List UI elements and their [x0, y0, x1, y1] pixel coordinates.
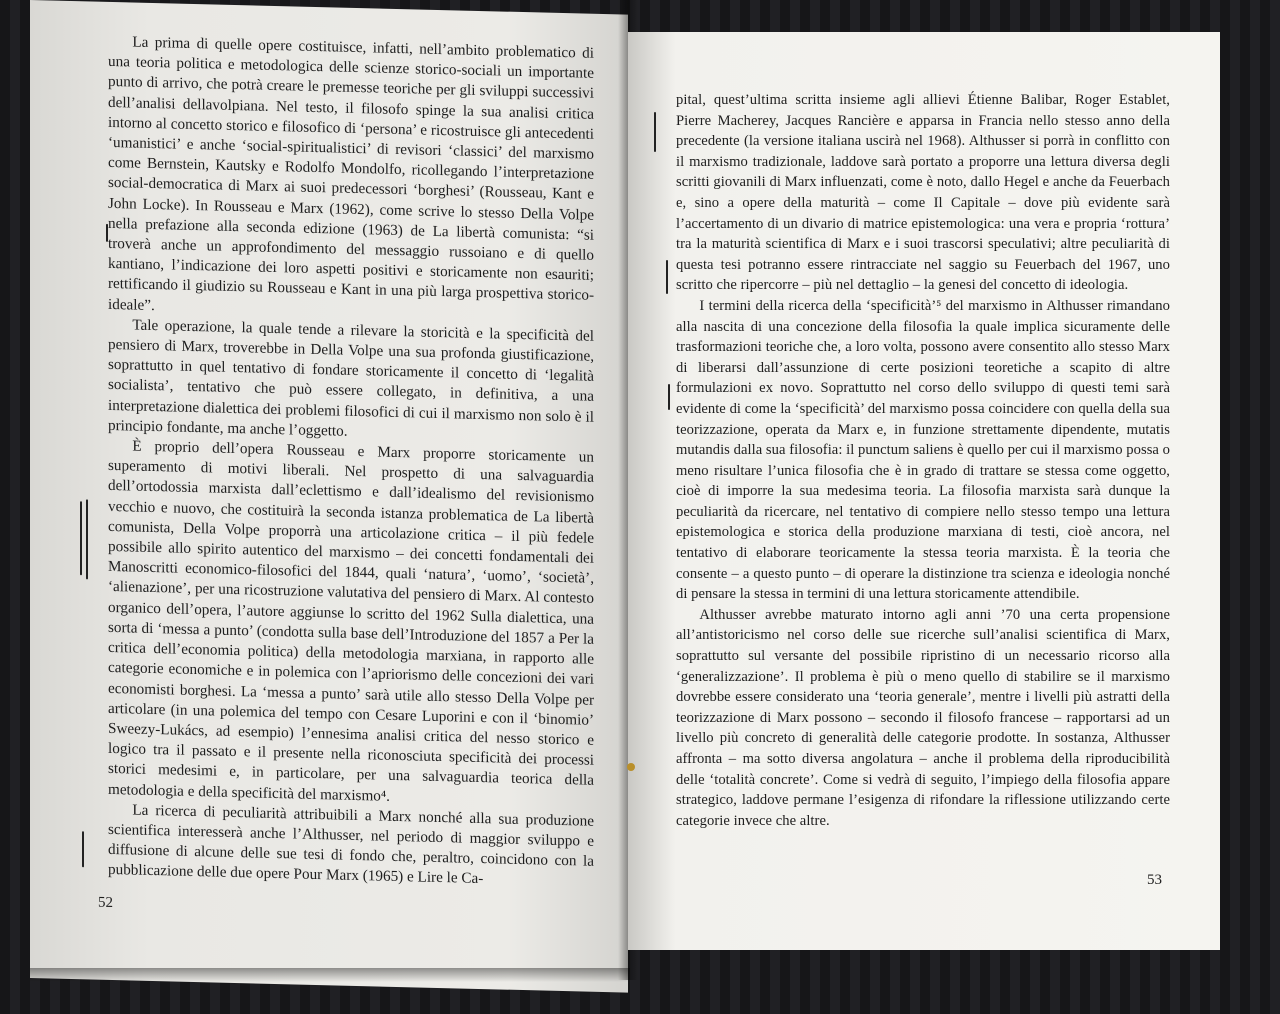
- margin-pencil-mark: [82, 831, 84, 867]
- paragraph: pital, quest’ultima scritta insieme agli allievi Étienne Balibar, Roger Establet, Pierre Macherey, Jacques Rancière e apparsa in Francia nello stesso anno della precedente (la versione italiana uscirà nel 1968). Althusser si porrà in conflitto con il marxismo tradizionale, laddove sarà portato a proporre una lettura diversa degli scritti giovanili di Marx influenzati, come è noto, dallo Hegel e anche da Feuerbach e, sino a opere della maturità – come Il Capitale – dove più evidente sarà l’accertamento di un divario di matrice epistemologica: una vera e propria ‘rottura’ tra la maturità scientifica di Marx e i suoi trascorsi speculativi; altre peculiarità di questa tesi potranno essere rintracciate nel saggio su Feuerbach del 1967, uno scritto che ripercorre – più nel dettaglio – la genesi del concetto di ideologia.: [676, 92, 1170, 294]
- margin-pencil-mark: [654, 112, 656, 152]
- page-number: 52: [98, 894, 113, 912]
- paragraph: La ricerca di peculiarità attribuibili a Marx nonché alla sua produzione scientifica interesserà anche l’Althusser, nel periodo di maggior sviluppo e diffusione di alcune delle sue tesi di fondo che, peraltro, coincidono con la pubblicazione delle due opere Pour Marx (1965) e Lire le Ca-: [108, 801, 594, 888]
- margin-pencil-mark: [668, 384, 670, 410]
- right-page: [628, 32, 1220, 950]
- left-page-text: [108, 32, 594, 892]
- paragraph: È proprio dell’opera Rousseau e Marx proporre storicamente un superamento di motivi liberali. Nel prospetto di una salvaguardia dell’ortodossia marxista dall’eclettismo e dall’idealismo del revisionismo vecchio e nuovo, che costituirà la seconda istanza problematica de La libertà comunista, Della Volpe proporrà una articolazione critica – il più fedele possibile allo spirito autentico del marxismo – dei concetti fondamentali dei Manoscritti economico-filosofici del 1844, quali ‘natura’, ‘uomo’, ‘società’, ‘alienazione’, per una ricostruzione valutativa del pensiero di Marx. Al contesto organico dell’opera, l’autore aggiunse lo scritto del 1962 Sulla dialettica, una sorta di ‘messa a punto’ (condotta sulla base dell’Introduzione del 1857 a Per la critica dell’economia politica) della metodologia marxiana, in rapporto alle categorie economiche e in polemica con l’apriorismo delle concezioni dei vari economisti borghesi. La ‘messa a punto’ sarà utile allo stesso Della Volpe per articolare (in una polemica del tempo con Cesare Luporini e con il ‘binomio’ Sweezy-Lukács, ad esempio) l’ennesima analisi critica del nesso storico e logico tra il passato e il presente nella riconosciuta specificità dei processi storici medesimi e, in particolare, per una salvaguardia teorica della metodologia e della specificità del marxismo⁴.: [108, 437, 594, 805]
- margin-pencil-mark: [80, 501, 82, 575]
- paragraph: La prima di quelle opere costituisce, infatti, nell’ambito problematico di una teoria politica e metodologica delle scienze storico-sociali un importante punto di arrivo, che potrà creare le premesse teoriche per gli sviluppi successivi dell’analisi dellavolpiana. Nel testo, il filosofo spinge la sua analisi critica intorno al concetto storico e filosofico di ‘persona’ e ricostruisce gli antecedenti ‘umanistici’ e anche ‘social-spiritualistici’ di revisori ‘classici’ del marxismo come Bernstein, Kautsky e Rodolfo Mondolfo, ricollegando l’interpretazione social-democratica di Marx ai suoi predecessori ‘borghesi’ (Rousseau, Kant e John Locke). In Rousseau e Marx (1962), come scrive lo stesso Della Volpe nella prefazione alla seconda edizione (1963) de La libertà comunista: “si troverà anche un approfondimento del messaggio russoiano e di quello kantiano, l’indicazione dei loro aspetti positivi e storicamente non esauriti; rettificando il giudizio su Rousseau e Kant in una più larga prospettiva storico-ideale”.: [108, 33, 594, 314]
- paragraph: I termini della ricerca della ‘specificità’⁵ del marxismo in Althusser rimandano alla nascita di una concezione della filosofia la quale implica sicuramente delle trasformazioni teoriche che, a loro volta, possono avere consentito allo stesso Marx di liberarsi dall’assunzione di certe posizioni teoretiche a scapito di altre formulazioni ex novo. Soprattutto nel corso dello sviluppo di questi temi sarà evidente di come la ‘specificità’ del marxismo possa coincidere con quella della sua teorizzazione, operata da Marx e, in funzione strettamente dipendente, mutatis mutandis dalla sua filosofia: il punctum saliens è quello per cui il marxismo possa o meno risultare l’unica filosofia che è in grado di trattare se stessa come oggetto, cioè di imporre la sua medesima teoria. La filosofia marxista sarà dunque la peculiarità da ricercare, nel tentativo di compiere nello stesso tempo una lettura epistemologica e storica della produzione marxiana di testi, cioè ancora, nel tentativo di elaborare teoricamente la stessa teoria marxista. È la teoria che consente – a questo punto – di operare la distinzione tra scienza e ideologia nonché di pensare la stessa in termini di una lettura storicamente attendibile.: [676, 297, 1170, 603]
- ink-dot: [627, 763, 635, 771]
- paragraph: Tale operazione, la quale tende a rilevare la storicità e la specificità del pensiero di Marx, troverebbe in Della Volpe una sua profonda giustificazione, soprattutto in quel tentativo di fondare storicamente il concetto di ‘legalità socialista’, tentativo che può essere collegato, in definitiva, a una interpretazione dialettica dei problemi filosofici di cui il marxismo non solo è il principio fondante, ma anche l’oggetto.: [108, 316, 594, 440]
- page-number: 53: [1147, 872, 1162, 888]
- paragraph: Althusser avrebbe maturato intorno agli anni ’70 una certa propensione all’antistoricismo nel corso delle sue ricerche sull’analisi scientifica di Marx, soprattutto sul versante del possibile ripristino di un necessario ricorso alla ‘generalizzazione’. Il problema è più o meno quello di stabilire se il marxismo dovrebbe essere considerato una ‘teoria generale’, mentre i livelli più astratti della teorizzazione di Marx possono – secondo il filosofo francese – rapportarsi ad un livello più concreto di generalità delle categorie prodotte. In sostanza, Althusser affronta – ma sotto diversa angolatura – anche il problema della riproducibilità delle ‘totalità concrete’. Come si vedrà di seguito, l’impiego della filosofia appare strategico, laddove permane l’esigenza di rifondare la riflessione utilizzando certe categorie invece che altre.: [676, 606, 1170, 829]
- right-page-text: [676, 90, 1170, 831]
- left-page: [30, 0, 628, 993]
- page-shadow: [30, 968, 630, 982]
- margin-pencil-mark: [106, 224, 108, 242]
- margin-pencil-mark: [86, 499, 88, 579]
- margin-pencil-mark: [666, 260, 668, 294]
